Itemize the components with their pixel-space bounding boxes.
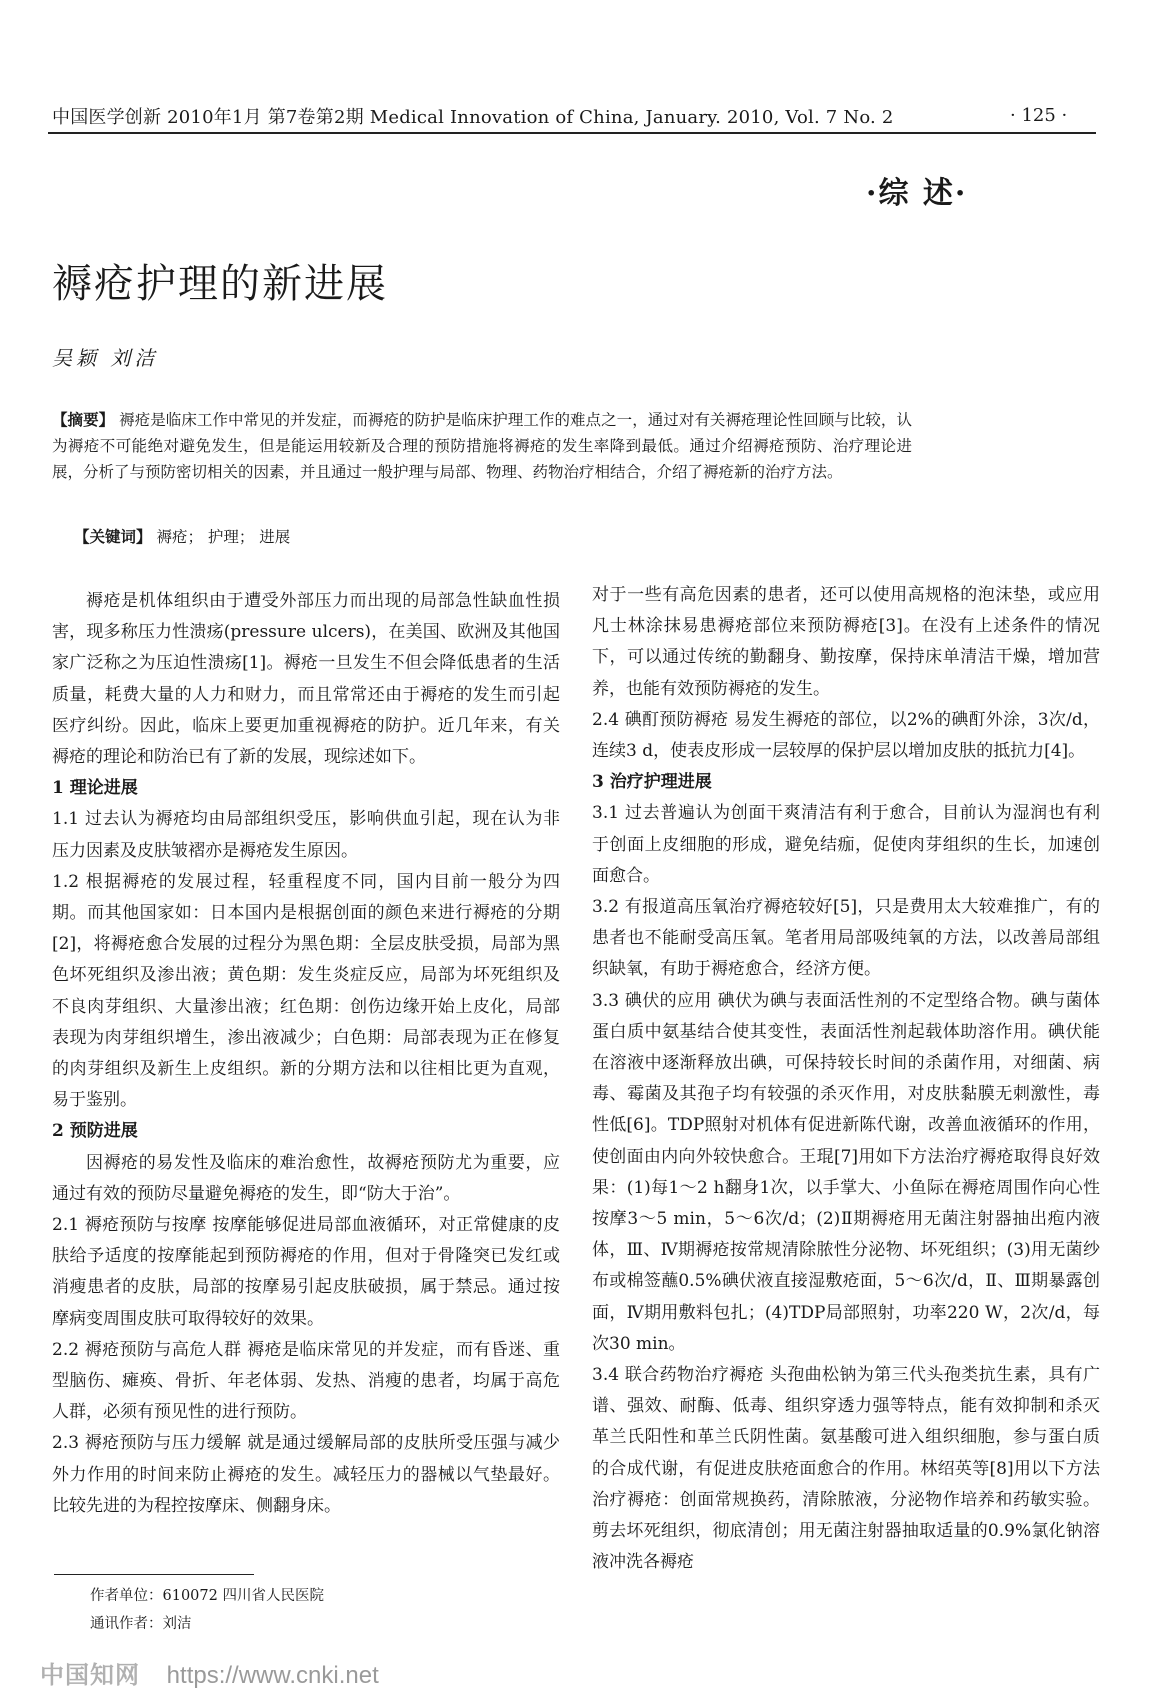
abstract	[52, 407, 912, 485]
paragraph: 2.1 褥疮预防与按摩 按摩能够促进局部血液循环，对正常健康的皮肤给予适度的按摩能起到预防褥疮的作用，但对于骨隆突已发红或消瘦患者的皮肤，局部的按摩易引起皮肤破损，属于禁忌。通过按摩病变周围皮肤可取得较好的效果。	[52, 1215, 560, 1329]
section-heading: 2 预防进展	[52, 1121, 138, 1142]
article-title: 褥疮护理的新进展	[52, 261, 388, 307]
keywords	[74, 525, 290, 547]
paragraph: 2.4 碘酊预防褥疮 易发生褥疮的部位，以2%的碘酊外涂，3次/d，连续3 d，使表皮形成一层较厚的保护层以增加皮肤的抵抗力[4]。	[592, 709, 1100, 762]
abstract-text: 褥疮是临床工作中常见的并发症，而褥疮的防护是临床护理工作的难点之一，通过对有关褥疮理论性回顾与比较，认为褥疮不可能绝对避免发生，但是能运用较新及合理的预防措施将褥疮的发生率降到最低。通过介绍褥疮预防、治疗理论进展，分析了与预防密切相关的因素，并且通过一般护理与局部、物理、药物治疗相结合，介绍了褥疮新的治疗方法。	[52, 411, 912, 481]
paragraph: 3.4 联合药物治疗褥疮 头孢曲松钠为第三代头孢类抗生素，具有广谱、强效、耐酶、低毒、组织穿透力强等特点，能有效抑制和杀灭革兰氏阳性和革兰氏阴性菌。氨基酸可进入组织细胞，参与蛋白质的合成代谢，有促进皮肤疮面愈合的作用。林绍英等[8]用以下方法治疗褥疮：创面常规换药，清除脓液，分泌物作培养和药敏实验。剪去坏死组织，彻底清创；用无菌注射器抽取适量的0.9%氯化钠溶液冲洗各褥疮	[592, 1365, 1100, 1573]
paragraph: 3.1 过去普遍认为创面干爽清洁有利于愈合，目前认为湿润也有利于创面上皮细胞的形成，避免结痂，促使肉芽组织的生长，加速创面愈合。	[592, 803, 1100, 886]
paragraph: 1.2 根据褥疮的发展过程，轻重程度不同，国内目前一般分为四期。而其他国家如：日本国内是根据创面的颜色来进行褥疮的分期[2]，将褥疮愈合发展的过程分为黑色期：全层皮肤受损，局部为黑色坏死组织及渗出液；黄色期：发生炎症反应，局部为坏死组织及不良肉芽组织、大量渗出液；红色期：创伤边缘开始上皮化，局部表现为肉芽组织增生，渗出液减少；白色期：局部表现为正在修复的肉芽组织及新生上皮组织。新的分期方法和以往相比更为直观，易于鉴别。	[52, 871, 560, 1111]
page-number: · 125 ·	[1010, 105, 1068, 126]
body-column-right	[592, 580, 1100, 1579]
paragraph: 1.1 过去认为褥疮均由局部组织受压，影响供血引起，现在认为非压力因素及皮肤皱褶亦是褥疮发生原因。	[52, 809, 560, 861]
paragraph: 3.3 碘伏的应用 碘伏为碘与表面活性剂的不定型络合物。碘与菌体蛋白质中氨基结合使其变性，表面活性剂起载体助溶作用。碘伏能在溶液中逐渐释放出碘，可保持较长时间的杀菌作用，对细菌、病毒、霉菌及其孢子均有较强的杀灭作用，对皮肤黏膜无刺激性，毒性低[6]。TDP照射对机体有促进新陈代谢，改善血液循环的作用，使创面由内向外较快愈合。王琨[7]用如下方法治疗褥疮取得良好效果：(1)每1～2 h翻身1次，以手掌大、小鱼际在褥疮周围作向心性按摩3～5 min，5～6次/d；(2)Ⅱ期褥疮用无菌注射器抽出疱内液体，Ⅲ、Ⅳ期褥疮按常规清除脓性分泌物、坏死组织；(3)用无菌纱布或棉签蘸0.5%碘伏液直接湿敷疮面，5～6次/d，Ⅱ、Ⅲ期暴露创面，Ⅳ期用敷料包扎；(4)TDP局部照射，功率220 W，2次/d，每次30 min。	[592, 990, 1100, 1354]
corresponding-author: 通讯作者：刘洁	[90, 1616, 192, 1632]
paragraph: 3.2 有报道高压氧治疗褥疮较好[5]，只是费用太大较难推广，有的患者也不能耐受高压氧。笔者用局部吸纯氧的方法，以改善局部组织缺氧，有助于褥疮愈合，经济方便。	[592, 897, 1100, 980]
paragraph: 因褥疮的易发性及临床的难治愈性，故褥疮预防尤为重要，应通过有效的预防尽量避免褥疮的发生，即“防大于治”。	[52, 1152, 560, 1204]
abstract-label: 【摘要】	[52, 410, 115, 429]
paragraph: 2.2 褥疮预防与高危人群 褥疮是临床常见的并发症，而有昏迷、重型脑伤、瘫痪、骨折、年老体弱、发热、消瘦的患者，均属于高危人群，必须有预见性的进行预防。	[52, 1339, 560, 1423]
footnote	[90, 1582, 324, 1638]
header-divider	[48, 132, 1096, 134]
section-heading: 1 理论进展	[52, 778, 138, 799]
keywords-text: 褥疮； 护理； 进展	[156, 528, 291, 546]
section-label: ·综 述·	[866, 176, 968, 211]
cnki-logo: 中国知网	[40, 1662, 140, 1689]
section-heading: 3 治疗护理进展	[592, 772, 712, 793]
authors: 吴颖 刘洁	[52, 346, 159, 370]
paragraph: 褥疮是机体组织由于遭受外部压力而出现的局部急性缺血性损害，现多称压力性溃疡(pressure ulcers)，在美国、欧洲及其他国家广泛称之为压迫性溃疡[1]。褥疮一旦发生不但会降低患者的生活质量，耗费大量的人力和财力，而且常常还由于褥疮的发生而引起医疗纠纷。因此，临床上要更加重视褥疮的防护。近几年来，有关褥疮的理论和防治已有了新的发展，现综述如下。	[52, 591, 560, 768]
paragraph: 对于一些有高危因素的患者，还可以使用高规格的泡沫垫，或应用凡士林涂抹易患褥疮部位来预防褥疮[3]。在没有上述条件的情况下，可以通过传统的勤翻身、勤按摩，保持床单清洁干燥，增加营养，也能有效预防褥疮的发生。	[592, 585, 1100, 699]
author-affiliation: 作者单位：610072 四川省人民医院	[90, 1588, 324, 1604]
cnki-url: https://www.cnki.net	[166, 1662, 379, 1689]
paragraph: 2.3 褥疮预防与压力缓解 就是通过缓解局部的皮肤所受压强与减少外力作用的时间来防止褥疮的发生。减轻压力的器械以气垫最好。比较先进的为程控按摩床、侧翻身床。	[52, 1433, 560, 1516]
footnote-divider	[54, 1574, 254, 1575]
body-column-left	[52, 586, 560, 1522]
journal-header: 中国医学创新 2010年1月 第7卷第2期 Medical Innovation of China, January. 2010, Vol. 7 No. 2	[52, 107, 894, 128]
cnki-watermark	[40, 1655, 379, 1690]
keywords-label: 【关键词】	[74, 527, 152, 546]
